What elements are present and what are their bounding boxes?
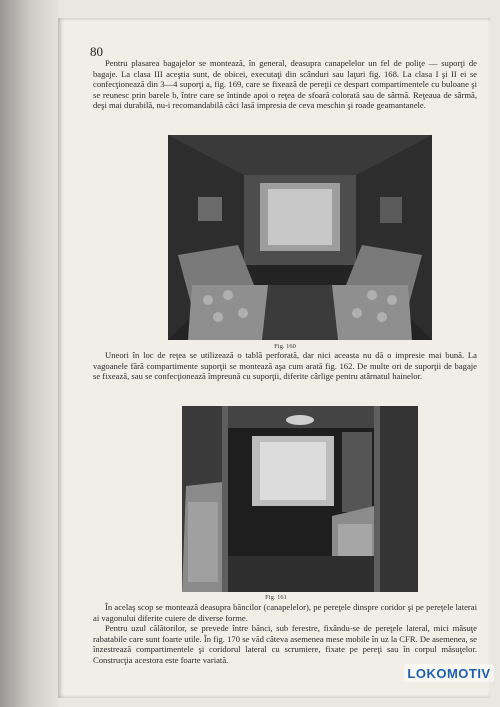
paragraph-folding-tables: Pentru uzul călătorilor, se prevede între bănci, sub ferestre, fixându-se de pereţele lateral, mici măsuţe rabatabile care sunt foarte utile. În fig. 170 se văd câteva asemenea mese mobile în uz la CFR. De asemenea, se înzestrează compartimentele şi coridorul lateral cu scrumiere, fixate pe pereţi sau în corpul măsuţelor. Construcţia acestora este foarte variată. (93, 623, 477, 665)
figure-160-photo (168, 135, 432, 340)
lokomotiv-watermark-logo (404, 662, 494, 684)
page-number: 80 (90, 44, 103, 59)
figure-161-photo (182, 406, 418, 592)
figure-161-caption: Fig. 161 (265, 594, 287, 601)
paragraph-luggage-racks: Pentru plasarea bagajelor se montează, în general, deasupra canapelelor un fel de poliţe — suporţi de bagaje. La clasa III aceştia sunt, de obicei, executaţi din scânduri sau laţuri fig. 168. La clasa I şi II ei se confecţionează din 3—4 suporţi a, fig. 169, care se fixează de pereţii ce despart compartimentele cu buloane şi se reunesc prin barele b, între care se întinde apoi o reţea de sfoară colorată sau de sârmă. Reţeaua de sârmă, deşi mai durabilă, nu-i recomandabilă căci lasă impresia de ceva meschin şi roade geamantanele. (93, 58, 477, 111)
paragraph-perforated-sheet: Uneori în loc de reţea se utilizează o tablă perforată, dar nici aceasta nu dă o impresie mai bună. La vagoanele fără compartimente suporţii se montează aşa cum arată fig. 162. De multe ori de suporţii de bagaje se fixează, sau se confecţionează împreună cu suporţii, diferite cârlige pentru atârnatul hainelor. (93, 350, 477, 382)
svg-text:LOKOMOTIV: LOKOMOTIV (407, 666, 491, 681)
book-gutter (0, 0, 58, 707)
paragraph-coat-hooks: În acelaş scop se montează deasupra băncilor (canapelelor), pe pereţele dinspre coridor şi pe pereţele laterai ai vagonului diferite cuiere de diverse forme. (93, 602, 477, 623)
figure-160-caption: Fig. 160 (274, 343, 296, 350)
